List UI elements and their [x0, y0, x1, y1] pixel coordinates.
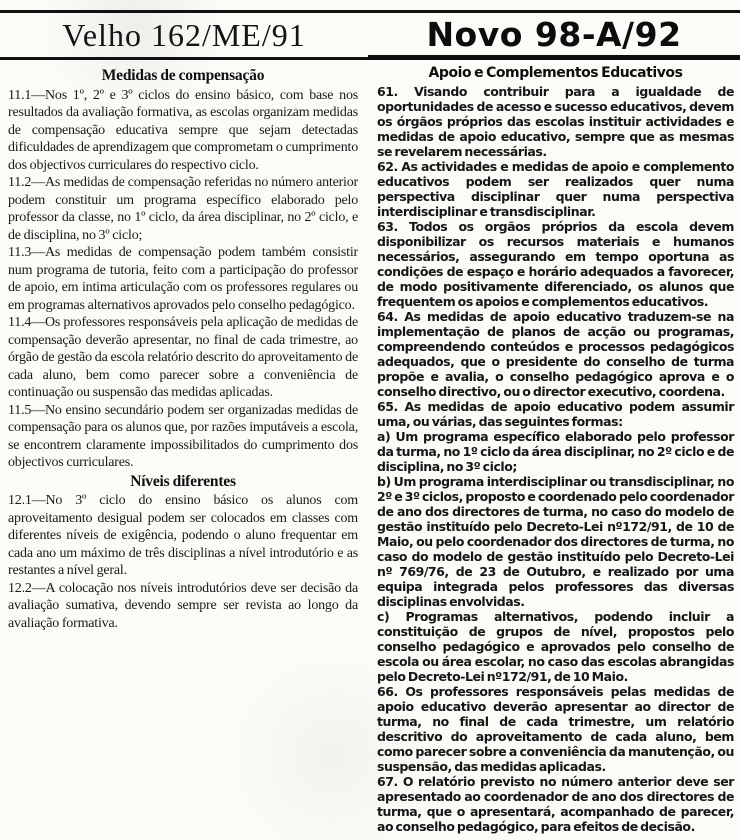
- section-heading-apoio-complementos: Apoio e Complementos Educativos: [428, 65, 683, 81]
- paragraph-64: 64. As medidas de apoio educativo traduzem-se na implementação de planos de acção ou programas, compreendendo conteúdos e processos pedagógicos adequados, que o presidente do conselho de turma propõe e avalia, o conselho pedagógico aprova e o conselho directivo, ou o director executivo, coordena.: [377, 309, 734, 399]
- paragraph-63: 63. Todos os orgãos próprios da escola devem disponibilizar os recursos materiais e humanos necessários, assegurando em tempo oportuna as condições de espaço e horário adequados a favorecer, de modo positivamente diferenciado, os alunos que frequentem os apoios e complementos educativos.: [377, 219, 734, 309]
- paragraph-11-1: 11.1—Nos 1º, 2º e 3º ciclos do ensino básico, com base nos resultados da avaliação formativa, as escolas organizam medidas de compensação educativa sempre que sejam detectadas dificuldades de aprendizagem que comprometam o cumprimento dos objectivos curriculares do respectivo ciclo.: [8, 87, 358, 173]
- paragraph-62: 62. As actividades e medidas de apoio e complemento educativos podem ser realizados quer numa perspectiva disciplinar quer numa perspectiva interdisciplinar e transdisciplinar.: [377, 159, 734, 219]
- paragraph-65-c: c) Programas alternativos, podendo incluir a constituição de grupos de nível, propostos pelo conselho pedagógico e aprovados pelo conselho de escola ou área escolar, no caso das escolas abrangidas pelo Decreto-Lei nº172/91, de 10 Maio.: [377, 609, 734, 684]
- paragraph-12-1: 12.1—No 3º ciclo do ensino básico os alunos com aproveitamento desigual podem ser colocados em classes com diferentes níveis de exigência, podendo o aluno frequentar em cada ano um máximo de três disciplinas a nível introdutório e as restantes a nível geral.: [8, 493, 358, 578]
- new-decree-title: Novo 98-A/92: [426, 14, 682, 54]
- comparison-header: [0, 10, 740, 60]
- paragraph-65-b: b) Um programa interdisciplinar ou transdisciplinar, no 2º e 3º ciclos, proposto e coordenado pelo coordenador de ano dos directores de turma, no caso do modelo de gestão instituído pelo Decreto-Lei nº172/91, de 10 de Maio, ou pelo coordenador dos directores de turma, no caso do modelo de gestão instituído pelo Decreto-Lei nº 769/76, de 23 de Outubro, e realizado por uma equipa integrada pelos professores das diversas disciplinas envolvidas.: [377, 474, 734, 609]
- paragraph-12-2: 12.2—A colocação nos níveis introdutórios deve ser decisão da avaliação sumativa, devendo sempre ser revista ao longo da avaliação formativa.: [8, 580, 358, 631]
- paragraph-65-a: a) Um programa específico elaborado pelo professor da turma, no 1º ciclo da área disciplinar, no 2º ciclo e de disciplina, no 3º ciclo;: [377, 429, 734, 474]
- paragraph-11-3: 11.3—As medidas de compensação podem também consistir num programa de tutoria, feito com a participação do professor de apoio, em intima articulação com os professores regulares ou em programas alternativos aprovados pelo conselho pedagógico.: [8, 245, 358, 313]
- old-decree-title: Velho 162/ME/91: [62, 16, 306, 53]
- old-decree-header-cell: [0, 10, 368, 60]
- new-decree-header-cell: [368, 10, 740, 60]
- section-heading-medidas-compensacao: Medidas de compensação: [101, 67, 265, 84]
- new-decree-column: [377, 66, 734, 834]
- paragraph-61: 61. Visando contribuir para a igualdade de oportunidades de acesso e sucesso educativos, devem os órgãos próprios das escolas instituir actividades e medidas de apoio educativo, sempre que as mesmas se revelarem necessárias.: [377, 84, 734, 159]
- paragraph-11-5: 11.5—No ensino secundário podem ser organizadas medidas de compensação para os alunos que, por razões imputáveis a escola, se encontrem claramente impossibilitados do cumprimento dos objectivos curriculares.: [8, 402, 358, 470]
- paragraph-11-2: 11.2—As medidas de compensação referidas no número anterior podem constituir um programa específico elaborado pelo professor da classe, no 1º ciclo, da área disciplinar, no 2º ciclo, e de disciplina, no 3º ciclo;: [8, 175, 358, 243]
- paragraph-11-4: 11.4—Os professores responsáveis pela aplicação de medidas de compensação deverão apresentar, no final de cada trimestre, ao órgão de gestão da escola relatório descrito do aproveitamento de cada aluno, bem como parecer sobre a conveniência de continuação ou suspensão das medidas aplicadas.: [8, 315, 358, 400]
- old-decree-column: [8, 66, 358, 632]
- paragraph-67: 67. O relatório previsto no número anterior deve ser apresentado ao coordenador de ano dos directores de turma, que o apresentará, acompanhado de parecer, ao conselho pedagógico, para efeitos de decisão.: [377, 774, 734, 834]
- paragraph-65: 65. As medidas de apoio educativo podem assumir uma, ou várias, das seguintes formas:: [377, 399, 734, 429]
- section-heading-niveis-diferentes: Níveis diferentes: [130, 472, 236, 490]
- paragraph-66: 66. Os professores responsáveis pelas medidas de apoio educativo deverão apresentar ao director de turma, no final de cada trimestre, um relatório descritivo do aproveitamento de cada aluno, bem como parecer sobre a conveniência da manutenção, ou suspensão, das medidas aplicadas.: [377, 684, 734, 774]
